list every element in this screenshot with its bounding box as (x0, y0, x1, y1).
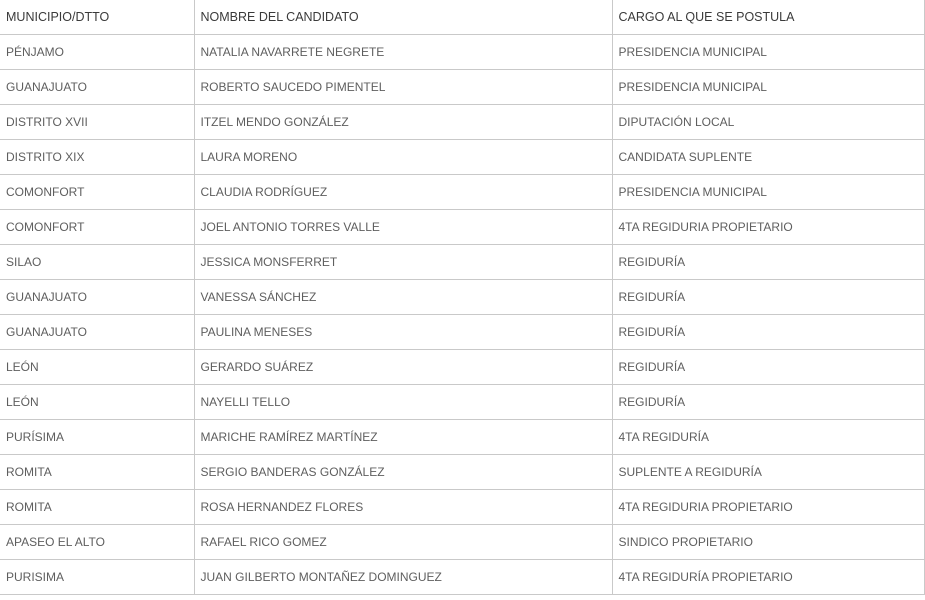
cargo-cell: SUPLENTE A REGIDURÍA (612, 455, 924, 490)
nombre-cell: ITZEL MENDO GONZÁLEZ (194, 105, 612, 140)
table-row (0, 70, 924, 105)
cargo-cell: REGIDURÍA (612, 385, 924, 420)
municipio-cell: ROMITA (0, 490, 194, 525)
cargo-cell: REGIDURÍA (612, 280, 924, 315)
municipio-cell: GUANAJUATO (0, 70, 194, 105)
header-municipio: MUNICIPIO/DTTO (0, 0, 194, 35)
cargo-cell: REGIDURÍA (612, 245, 924, 280)
nombre-cell: RAFAEL RICO GOMEZ (194, 525, 612, 560)
cargo-cell: PRESIDENCIA MUNICIPAL (612, 175, 924, 210)
cargo-cell: 4TA REGIDURÍA (612, 420, 924, 455)
table-row (0, 560, 924, 595)
cargo-cell: PRESIDENCIA MUNICIPAL (612, 70, 924, 105)
table-row (0, 350, 924, 385)
table-row (0, 385, 924, 420)
municipio-cell: DISTRITO XVII (0, 105, 194, 140)
table-row (0, 420, 924, 455)
nombre-cell: JESSICA MONSFERRET (194, 245, 612, 280)
cargo-cell: 4TA REGIDURIA PROPIETARIO (612, 490, 924, 525)
cargo-cell: SINDICO PROPIETARIO (612, 525, 924, 560)
nombre-cell: SERGIO BANDERAS GONZÁLEZ (194, 455, 612, 490)
municipio-cell: PURÍSIMA (0, 420, 194, 455)
nombre-cell: GERARDO SUÁREZ (194, 350, 612, 385)
nombre-cell: LAURA MORENO (194, 140, 612, 175)
municipio-cell: GUANAJUATO (0, 315, 194, 350)
table-row (0, 140, 924, 175)
municipio-cell: DISTRITO XIX (0, 140, 194, 175)
table-row (0, 35, 924, 70)
municipio-cell: LEÓN (0, 350, 194, 385)
table-row (0, 245, 924, 280)
cargo-cell: PRESIDENCIA MUNICIPAL (612, 35, 924, 70)
cargo-cell: REGIDURÍA (612, 315, 924, 350)
nombre-cell: CLAUDIA RODRÍGUEZ (194, 175, 612, 210)
header-cargo: CARGO AL QUE SE POSTULA (612, 0, 924, 35)
nombre-cell: ROBERTO SAUCEDO PIMENTEL (194, 70, 612, 105)
municipio-cell: APASEO EL ALTO (0, 525, 194, 560)
cargo-cell: 4TA REGIDURÍA PROPIETARIO (612, 560, 924, 595)
municipio-cell: SILAO (0, 245, 194, 280)
nombre-cell: PAULINA MENESES (194, 315, 612, 350)
municipio-cell: COMONFORT (0, 175, 194, 210)
table-row (0, 455, 924, 490)
cargo-cell: 4TA REGIDURIA PROPIETARIO (612, 210, 924, 245)
table-row (0, 105, 924, 140)
table-row (0, 490, 924, 525)
header-nombre: NOMBRE DEL CANDIDATO (194, 0, 612, 35)
nombre-cell: JOEL ANTONIO TORRES VALLE (194, 210, 612, 245)
cargo-cell: DIPUTACIÓN LOCAL (612, 105, 924, 140)
table-header-row (0, 0, 924, 35)
nombre-cell: NATALIA NAVARRETE NEGRETE (194, 35, 612, 70)
cargo-cell: REGIDURÍA (612, 350, 924, 385)
nombre-cell: VANESSA SÁNCHEZ (194, 280, 612, 315)
municipio-cell: PURISIMA (0, 560, 194, 595)
cargo-cell: CANDIDATA SUPLENTE (612, 140, 924, 175)
municipio-cell: GUANAJUATO (0, 280, 194, 315)
municipio-cell: PÉNJAMO (0, 35, 194, 70)
nombre-cell: NAYELLI TELLO (194, 385, 612, 420)
nombre-cell: JUAN GILBERTO MONTAÑEZ DOMINGUEZ (194, 560, 612, 595)
nombre-cell: ROSA HERNANDEZ FLORES (194, 490, 612, 525)
table-row (0, 525, 924, 560)
municipio-cell: COMONFORT (0, 210, 194, 245)
municipio-cell: LEÓN (0, 385, 194, 420)
table-row (0, 210, 924, 245)
nombre-cell: MARICHE RAMÍREZ MARTÍNEZ (194, 420, 612, 455)
municipio-cell: ROMITA (0, 455, 194, 490)
table-row (0, 175, 924, 210)
table-row (0, 280, 924, 315)
table-row (0, 315, 924, 350)
